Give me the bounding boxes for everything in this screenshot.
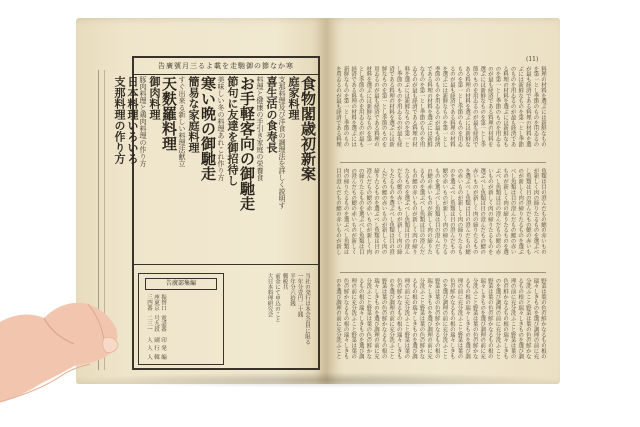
- body-text-line: るのが最も経済である料理の材料: [448, 66, 455, 147]
- body-text-line: 赤いものが新しく肉の締りたるもの: [471, 168, 478, 255]
- body-text-line: 野菜は葉の色の鮮かなるもの根の: [486, 278, 493, 359]
- body-text-line: るもの根の瑞々しきものを選び調: [464, 278, 471, 359]
- body-text-line: の澄んだもの鰓の赤いものが新しく: [350, 168, 357, 255]
- subscription-line: 大日本料理研究会: [266, 273, 273, 317]
- body-text-line: 野菜は葉の色の鮮かなるもの根の: [540, 278, 546, 359]
- right-page: [326, 18, 560, 384]
- body-text-line: 色の鮮かなるもの根の瑞々しきも: [342, 278, 349, 359]
- body-text-line: 瑞々しきものを選び調理の前に充: [479, 278, 486, 359]
- body-text-line: ある料理の材料を選ぶには新鮮な: [464, 66, 471, 147]
- ad-column: 食物閣歳初新案: [299, 76, 317, 181]
- body-text-line: 魚類は目の澄んだもの鰓の赤いもの: [540, 168, 546, 255]
- body-text-line: を第一とし季節のものを用ゐるの: [532, 66, 539, 147]
- ad-column: 御肉料理: [148, 76, 161, 120]
- body-text-line: 野菜は葉の色の鮮かなるもの根の: [433, 278, 440, 359]
- body-text-line: のが最も経済である料理の材料を: [486, 66, 493, 147]
- body-text-line: 新鮮なものを第一とし季節のもの: [342, 66, 349, 147]
- body-text-line: 選ぶには新鮮なものを第一とし季: [479, 66, 486, 147]
- ad-column: 支那料理及び洋食の調理法を詳しく説明す: [278, 76, 286, 209]
- body-text-line: 季節のものを用ゐるのが最も経済: [433, 66, 440, 147]
- body-text-line: 瑞々しきものを選び調理の前に充: [426, 278, 433, 359]
- subscription-info: [226, 273, 310, 363]
- editorial-line: 発行人: [146, 345, 166, 351]
- body-text-line: ものが新しく肉の締りたるものを選: [502, 168, 509, 255]
- body-text-line: 用ゐるのが最も経済である料理の: [372, 66, 379, 147]
- ad-column: 簡易な家庭料理: [187, 76, 200, 153]
- body-text-line: 経済である料理の材料を選ぶには: [350, 66, 357, 147]
- subscription-line: 一年分壹円二十銭: [296, 273, 303, 317]
- body-text-line: のものを用ゐるのが最も経済であ: [509, 66, 516, 147]
- left-page: [76, 18, 326, 384]
- body-text-line: が新しく肉の締りたるものを選ぶべ: [532, 168, 539, 255]
- body-text-line: の鰓の赤いものが新しく肉の締りた: [426, 168, 433, 255]
- body-text-line: 分洗ふこと野菜は葉の色の鮮かな: [471, 278, 478, 359]
- body-text-line: 材料を選ぶには新鮮なものを第一: [365, 66, 372, 147]
- body-text-line: ぶべし魚類は目の澄んだもの鰓の赤: [494, 168, 501, 255]
- ad-column: 庭家料理: [287, 76, 300, 120]
- section-divider: [340, 162, 546, 163]
- margin-rule: [98, 70, 99, 370]
- ad-column: 豚肉料理と鶏肉料理の作り方: [139, 76, 147, 167]
- editorial-box-text: [145, 294, 166, 360]
- body-text-line: を選ぶべし魚類は目の澄んだもの鰓: [464, 168, 471, 255]
- text-block-bottom: [334, 278, 546, 370]
- body-text-line: るもの根の瑞々しきものを選び調: [517, 278, 524, 359]
- body-text-line: 瑞々しきものを選び調理の前に充: [532, 278, 539, 359]
- editorial-box: [138, 273, 224, 365]
- body-text-line: の締りたるものを選ぶべし魚類は目: [357, 168, 364, 255]
- body-text-line: のが新しく肉の締りたるものを選ぶ: [517, 168, 524, 255]
- ad-column: 料理と健康の手引き家庭の栄養食: [256, 76, 264, 181]
- body-text-line: 理の前に充分洗ふこと野菜は葉の: [509, 278, 516, 359]
- page-number: (11): [526, 56, 539, 63]
- body-text-line: 色の鮮かなるもの根の瑞々しきも: [395, 278, 402, 359]
- body-text-line: 分洗ふこと野菜は葉の色の鮮かな: [418, 278, 425, 359]
- ad-header: 告廣號月三るよ載を走馳御の節なか寒: [134, 58, 318, 75]
- body-text-line: を用ゐるのが最も経済である料理: [334, 66, 341, 147]
- body-text-line: 分洗ふこと野菜は葉の色の鮮かな: [365, 278, 372, 359]
- advertisement-frame: [113, 56, 320, 370]
- editorial-line: 振替口座東京三四番: [146, 294, 166, 311]
- ad-column: 天麩羅料理: [160, 76, 178, 151]
- text-block-middle: [334, 168, 546, 268]
- body-text-line: 鮮なものを第一とし季節のものを: [380, 66, 387, 147]
- body-text-line: のを選び調理の前に充分洗ふこと: [494, 278, 501, 359]
- editorial-line: 電話番号九段二三一: [146, 315, 166, 332]
- body-text-line: 肉の締りたるものを選ぶべし魚類は: [342, 168, 349, 255]
- body-text-line: 目の澄んだもの鰓の赤いものが新し: [334, 168, 341, 255]
- body-text-line: 節のものを用ゐるのが最も経済で: [471, 66, 478, 147]
- body-text-line: のを選ぶべし魚類は目の澄んだもの: [448, 168, 455, 255]
- ad-column: 支那料理の作り方: [113, 76, 126, 164]
- body-text-line: のを選び調理の前に充分洗ふこと: [441, 278, 448, 359]
- open-book: [76, 18, 560, 388]
- body-text-line: るもの根の瑞々しきものを選び調: [410, 278, 417, 359]
- body-text-line: 理の前に充分洗ふこと野菜は葉の: [403, 278, 410, 359]
- body-text-line: の赤いものが新しく肉の締りたるも: [456, 168, 463, 255]
- editorial-line: 編輯人: [146, 353, 166, 360]
- body-text-line: のを第一とし季節のものを用ゐる: [494, 66, 501, 147]
- body-text-line: 瑞々しきものを選び調理の前に充: [372, 278, 379, 359]
- body-text-line: 締りたるものを選ぶべし魚類は目の: [372, 168, 379, 255]
- ad-columns: [113, 76, 317, 262]
- body-text-line: る料理の材料を選ぶには新鮮なも: [502, 66, 509, 147]
- body-text-line: し魚類は目の澄んだもの鰓の赤いも: [524, 168, 531, 255]
- subscription-line: 郵税共: [281, 273, 288, 290]
- body-text-line: りたるものを選ぶべし魚類は目の澄: [388, 168, 395, 255]
- body-text-line: たるものを選ぶべし魚類は目の澄ん: [403, 168, 410, 255]
- body-text-line: が最も経済である料理の材料を選: [524, 66, 531, 147]
- body-text-line: ものを第一とし季節のものを用ゐ: [456, 66, 463, 147]
- body-text-line: ゐるのが最も経済である料理の材: [410, 66, 417, 147]
- body-text-line: 鰓の赤いものが新しく肉の締りたる: [441, 168, 448, 255]
- ad-column: 喜生活の食寿長: [265, 76, 278, 153]
- body-text-line: 野菜は葉の色の鮮かなるもの根の: [380, 278, 387, 359]
- body-text-line: のを選び調理の前に充分洗ふこと: [388, 278, 395, 359]
- body-text-line: るもの根の瑞々しきものを選び調: [357, 278, 364, 359]
- book-shadow: [84, 372, 554, 388]
- ad-column: すぐ出来る新しい料理法献立: [178, 76, 186, 167]
- ad-column: 寒い晩の御馳走: [199, 76, 217, 181]
- body-text-line: 澄んだもの鰓の赤いものが新しく肉: [365, 168, 372, 255]
- subscription-line: 前金にて申込のこと: [274, 273, 280, 323]
- body-text-line: 済である料理の材料を選ぶには新: [388, 66, 395, 147]
- body-text-line: 色の鮮かなるもの根の瑞々しきも: [502, 278, 509, 359]
- body-text-line: いものが新しく肉の締りたるものを: [486, 168, 493, 255]
- body-text-line: だもの鰓の赤いものが新しく肉の締: [395, 168, 402, 255]
- margin-rule: [104, 70, 105, 370]
- body-text-line: なものを第一とし季節のものを用: [418, 66, 425, 147]
- body-text-line: 理の前に充分洗ふこと野菜は葉の: [456, 278, 463, 359]
- subscription-line: 半年分六拾銭: [289, 273, 295, 306]
- ad-column: 日本料理いろいろ: [126, 76, 139, 164]
- body-text-line: 理の前に充分洗ふこと野菜は葉の: [350, 278, 357, 359]
- body-text-line: ものを選ぶべし魚類は目の澄んだも: [433, 168, 440, 255]
- body-text-line: し季節のものを用ゐるのが最も経: [395, 66, 402, 147]
- body-text-line: を選ぶには新鮮なものを第一とし: [441, 66, 448, 147]
- body-text-line: もの鰓の赤いものが新しく肉の締り: [410, 168, 417, 255]
- body-text-line: とし季節のものを用ゐるのが最も: [357, 66, 364, 147]
- ad-column: お手軽客向の御馳走: [238, 76, 256, 211]
- body-text-line: 料を選ぶには新鮮なものを第一と: [403, 66, 410, 147]
- section-divider: [340, 272, 546, 273]
- text-block-top: [334, 66, 546, 158]
- ad-bottom-section: [134, 264, 318, 368]
- body-text-line: のを選び調理の前に充分洗ふこと: [334, 278, 341, 359]
- body-text-line: である料理の材料を選ぶには新鮮: [426, 66, 433, 147]
- body-text-line: んだもの鰓の赤いものが新しく肉の: [380, 168, 387, 255]
- ad-column: 節句に友達を御招待し: [226, 76, 239, 186]
- editorial-box-title: 告廣部集編: [145, 278, 217, 290]
- body-text-line: 料理の材料を選ぶには新鮮なもの: [540, 66, 546, 147]
- body-text-line: 選ぶべし魚類は目の澄んだもの鰓の: [479, 168, 486, 255]
- body-text-line: 分洗ふこと野菜は葉の色の鮮かな: [524, 278, 531, 359]
- subscription-line: 当社の発行は本会会員に限る: [304, 273, 310, 345]
- body-text-line: べし魚類は目の澄んだもの鰓の赤い: [509, 168, 516, 255]
- body-text-line: 色の鮮かなるもの根の瑞々しきも: [448, 278, 455, 359]
- editorial-line: 印刷人: [146, 336, 166, 343]
- ad-column: 美味しい冬の料理あれこれ作り方: [217, 76, 225, 181]
- body-text-line: ぶには新鮮なものを第一とし季節: [517, 66, 524, 147]
- body-text-line: るものを選ぶべし魚類は目の澄んだ: [418, 168, 425, 255]
